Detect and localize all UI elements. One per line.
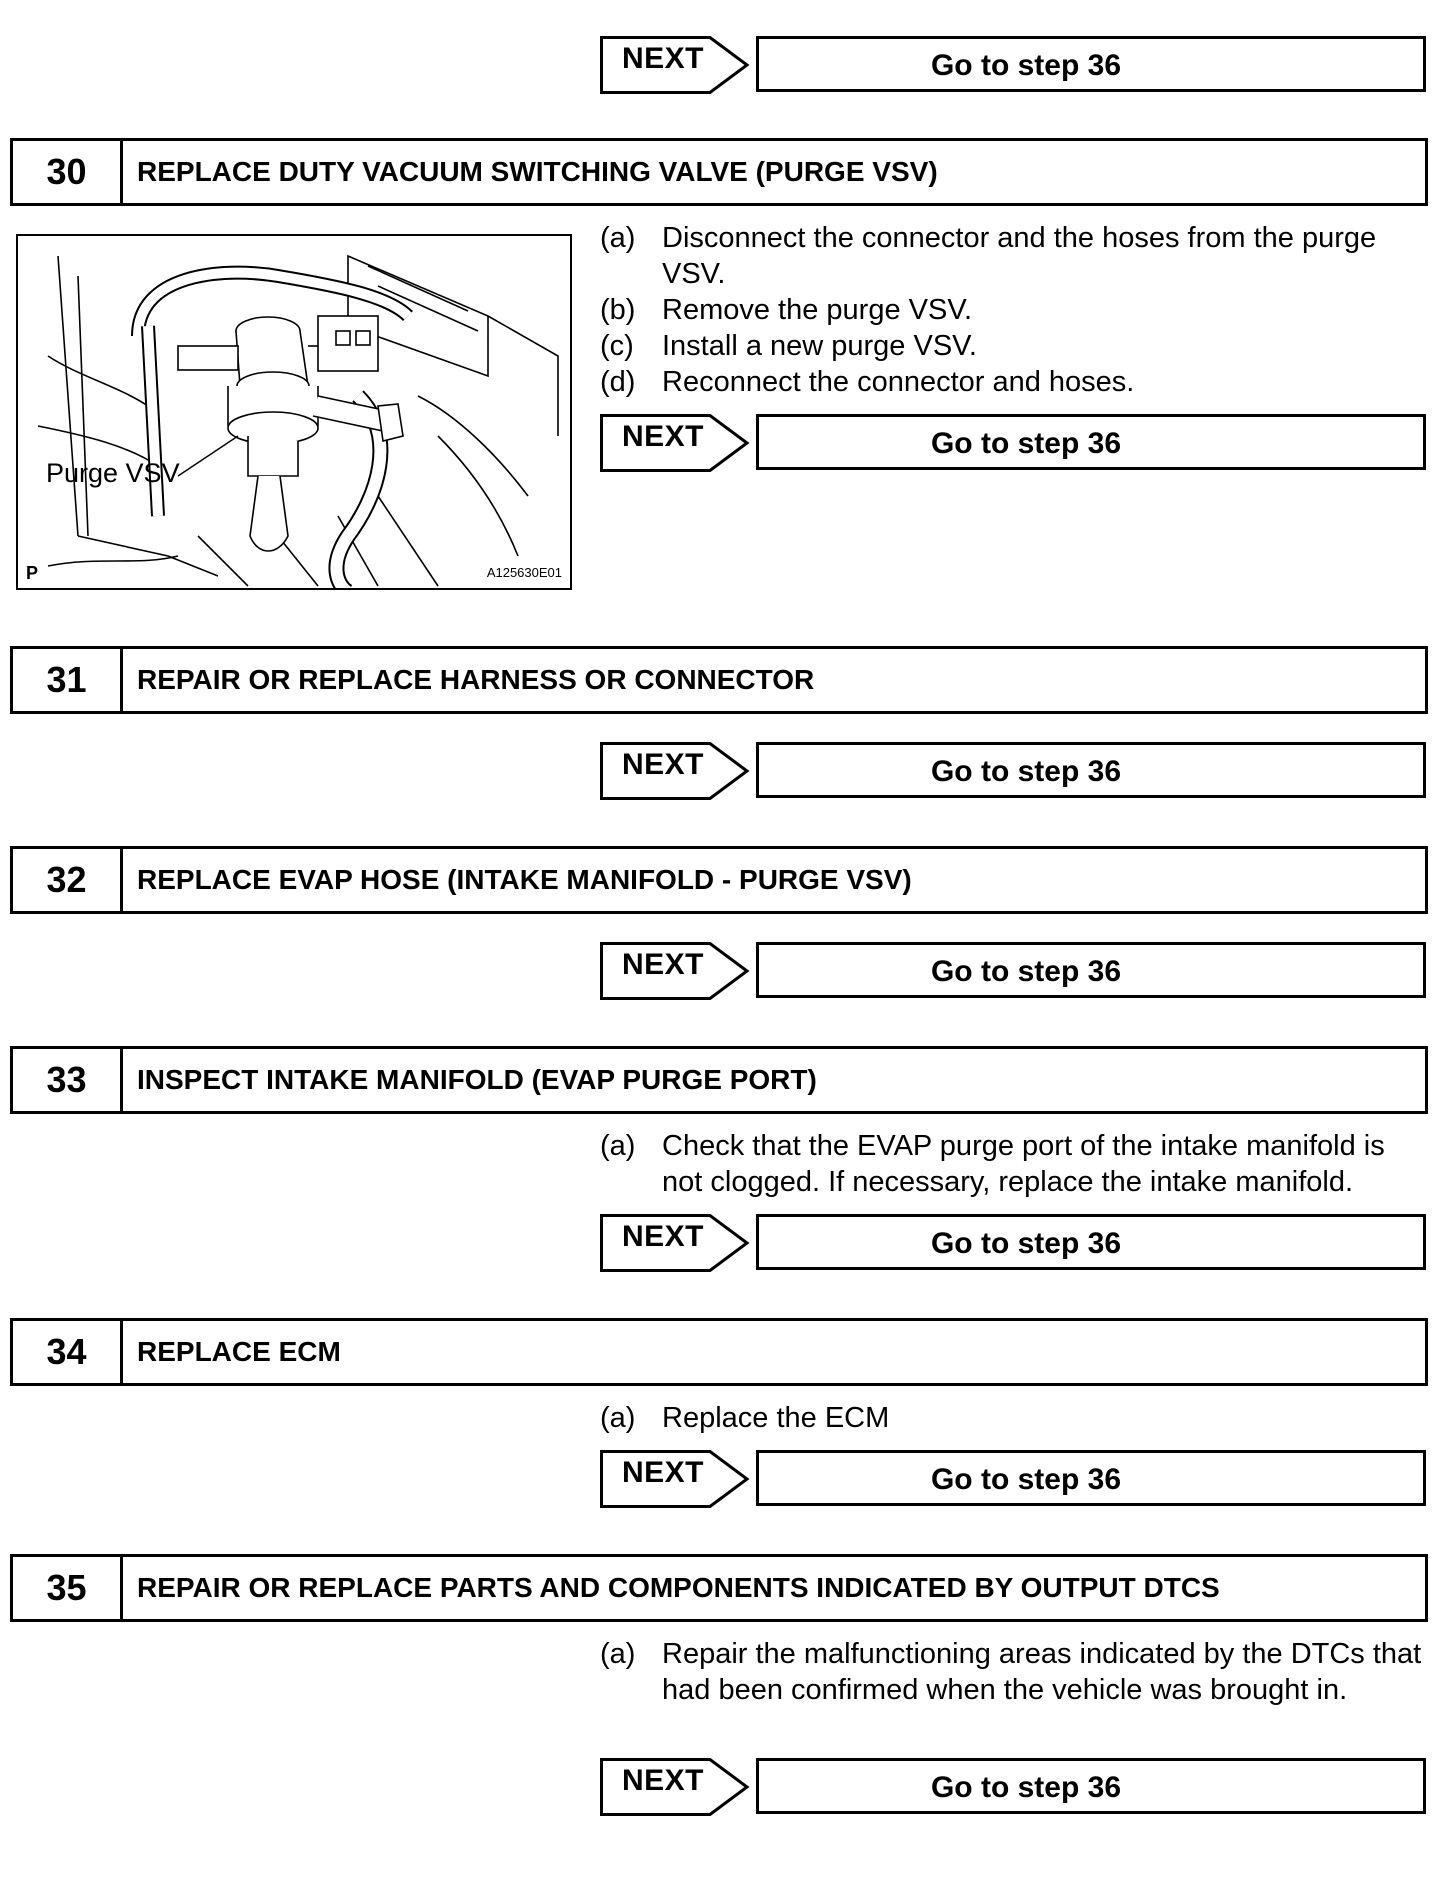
list-item — [600, 328, 1430, 364]
next-tag — [600, 942, 750, 1002]
next-row-33 — [600, 1214, 1428, 1274]
purge-vsv-callout: Purge VSV — [46, 458, 180, 488]
go-to-step-button[interactable] — [756, 942, 1426, 998]
item-text: Reconnect the connector and hoses. — [662, 366, 1135, 398]
go-to-step-text: Go to step 36 — [930, 1771, 1122, 1804]
list-item — [600, 1400, 1430, 1436]
step-title: REPAIR OR REPLACE PARTS AND COMPONENTS INDICATED BY OUTPUT DTCS — [137, 1572, 1220, 1603]
go-to-step-button[interactable] — [756, 1450, 1426, 1506]
next-row-top — [600, 36, 1428, 96]
next-row-34 — [600, 1450, 1428, 1510]
next-tag — [600, 742, 750, 802]
list-item — [600, 364, 1430, 400]
next-tag — [600, 1214, 750, 1274]
item-label: (c) — [600, 330, 634, 362]
go-to-step-text: Go to step 36 — [930, 49, 1122, 82]
item-text: Disconnect the connector and the hoses from the purge VSV. — [662, 222, 1377, 290]
list-item — [600, 1128, 1430, 1200]
step-header-34 — [10, 1318, 1428, 1386]
go-to-step-text: Go to step 36 — [930, 955, 1122, 988]
purge-vsv-illustration — [16, 234, 572, 590]
next-tag — [600, 1450, 750, 1510]
next-label: NEXT — [622, 1764, 705, 1797]
step-title: REPLACE ECM — [137, 1336, 341, 1367]
go-to-step-text: Go to step 36 — [930, 1463, 1122, 1496]
item-text: Check that the EVAP purge port of the intake manifold is not clogged. If necessary, replace the intake manifold. — [662, 1130, 1385, 1198]
go-to-step-button[interactable] — [756, 1758, 1426, 1814]
step-header-31 — [10, 646, 1428, 714]
go-to-step-text: Go to step 36 — [930, 1227, 1122, 1260]
list-item — [600, 1636, 1430, 1744]
next-tag — [600, 1758, 750, 1818]
item-label: (a) — [600, 1130, 636, 1162]
step-title: INSPECT INTAKE MANIFOLD (EVAP PURGE PORT) — [137, 1064, 817, 1095]
item-text: Remove the purge VSV. — [662, 294, 973, 326]
item-label: (b) — [600, 294, 636, 326]
engine-bay-drawing — [18, 236, 572, 590]
next-label: NEXT — [622, 1220, 705, 1253]
item-label: (a) — [600, 222, 636, 254]
item-text: Repair the malfunctioning areas indicated by the DTCs that had been confirmed when the vehicle was brought in. — [662, 1638, 1422, 1706]
go-to-step-text: Go to step 36 — [930, 755, 1122, 788]
go-to-step-button[interactable] — [756, 742, 1426, 798]
item-label: (d) — [600, 366, 636, 398]
item-label: (a) — [600, 1402, 636, 1434]
item-text: Replace the ECM — [662, 1402, 890, 1434]
item-text: Install a new purge VSV. — [662, 330, 977, 362]
step-number: 33 — [13, 1049, 123, 1111]
next-row-35 — [600, 1758, 1428, 1818]
next-row-30 — [600, 414, 1428, 474]
go-to-step-button[interactable] — [756, 36, 1426, 92]
next-label: NEXT — [622, 420, 705, 453]
next-label: NEXT — [622, 1456, 705, 1489]
step-header-33 — [10, 1046, 1428, 1114]
go-to-step-text: Go to step 36 — [930, 427, 1122, 460]
go-to-step-button[interactable] — [756, 1214, 1426, 1270]
step-number: 31 — [13, 649, 123, 711]
next-label: NEXT — [622, 748, 705, 781]
figure-code: A125630E01 — [486, 565, 562, 580]
list-item — [600, 292, 1430, 328]
next-tag — [600, 36, 750, 96]
step-header-32 — [10, 846, 1428, 914]
step-number: 34 — [13, 1321, 123, 1383]
next-row-31 — [600, 742, 1428, 802]
step-title: REPLACE EVAP HOSE (INTAKE MANIFOLD - PURGE VSV) — [137, 864, 912, 895]
go-to-step-button[interactable] — [756, 414, 1426, 470]
item-label: (a) — [600, 1638, 636, 1670]
corner-mark: P — [26, 563, 39, 583]
next-label: NEXT — [622, 42, 705, 75]
step-header-30 — [10, 138, 1428, 206]
next-row-32 — [600, 942, 1428, 1002]
step-number: 32 — [13, 849, 123, 911]
next-label: NEXT — [622, 948, 705, 981]
next-tag — [600, 414, 750, 474]
step-number: 30 — [13, 141, 123, 203]
list-item — [600, 220, 1430, 292]
step-number: 35 — [13, 1557, 123, 1619]
step-title: REPLACE DUTY VACUUM SWITCHING VALVE (PURGE VSV) — [137, 156, 938, 187]
step-header-35 — [10, 1554, 1428, 1622]
step-title: REPAIR OR REPLACE HARNESS OR CONNECTOR — [137, 664, 815, 695]
